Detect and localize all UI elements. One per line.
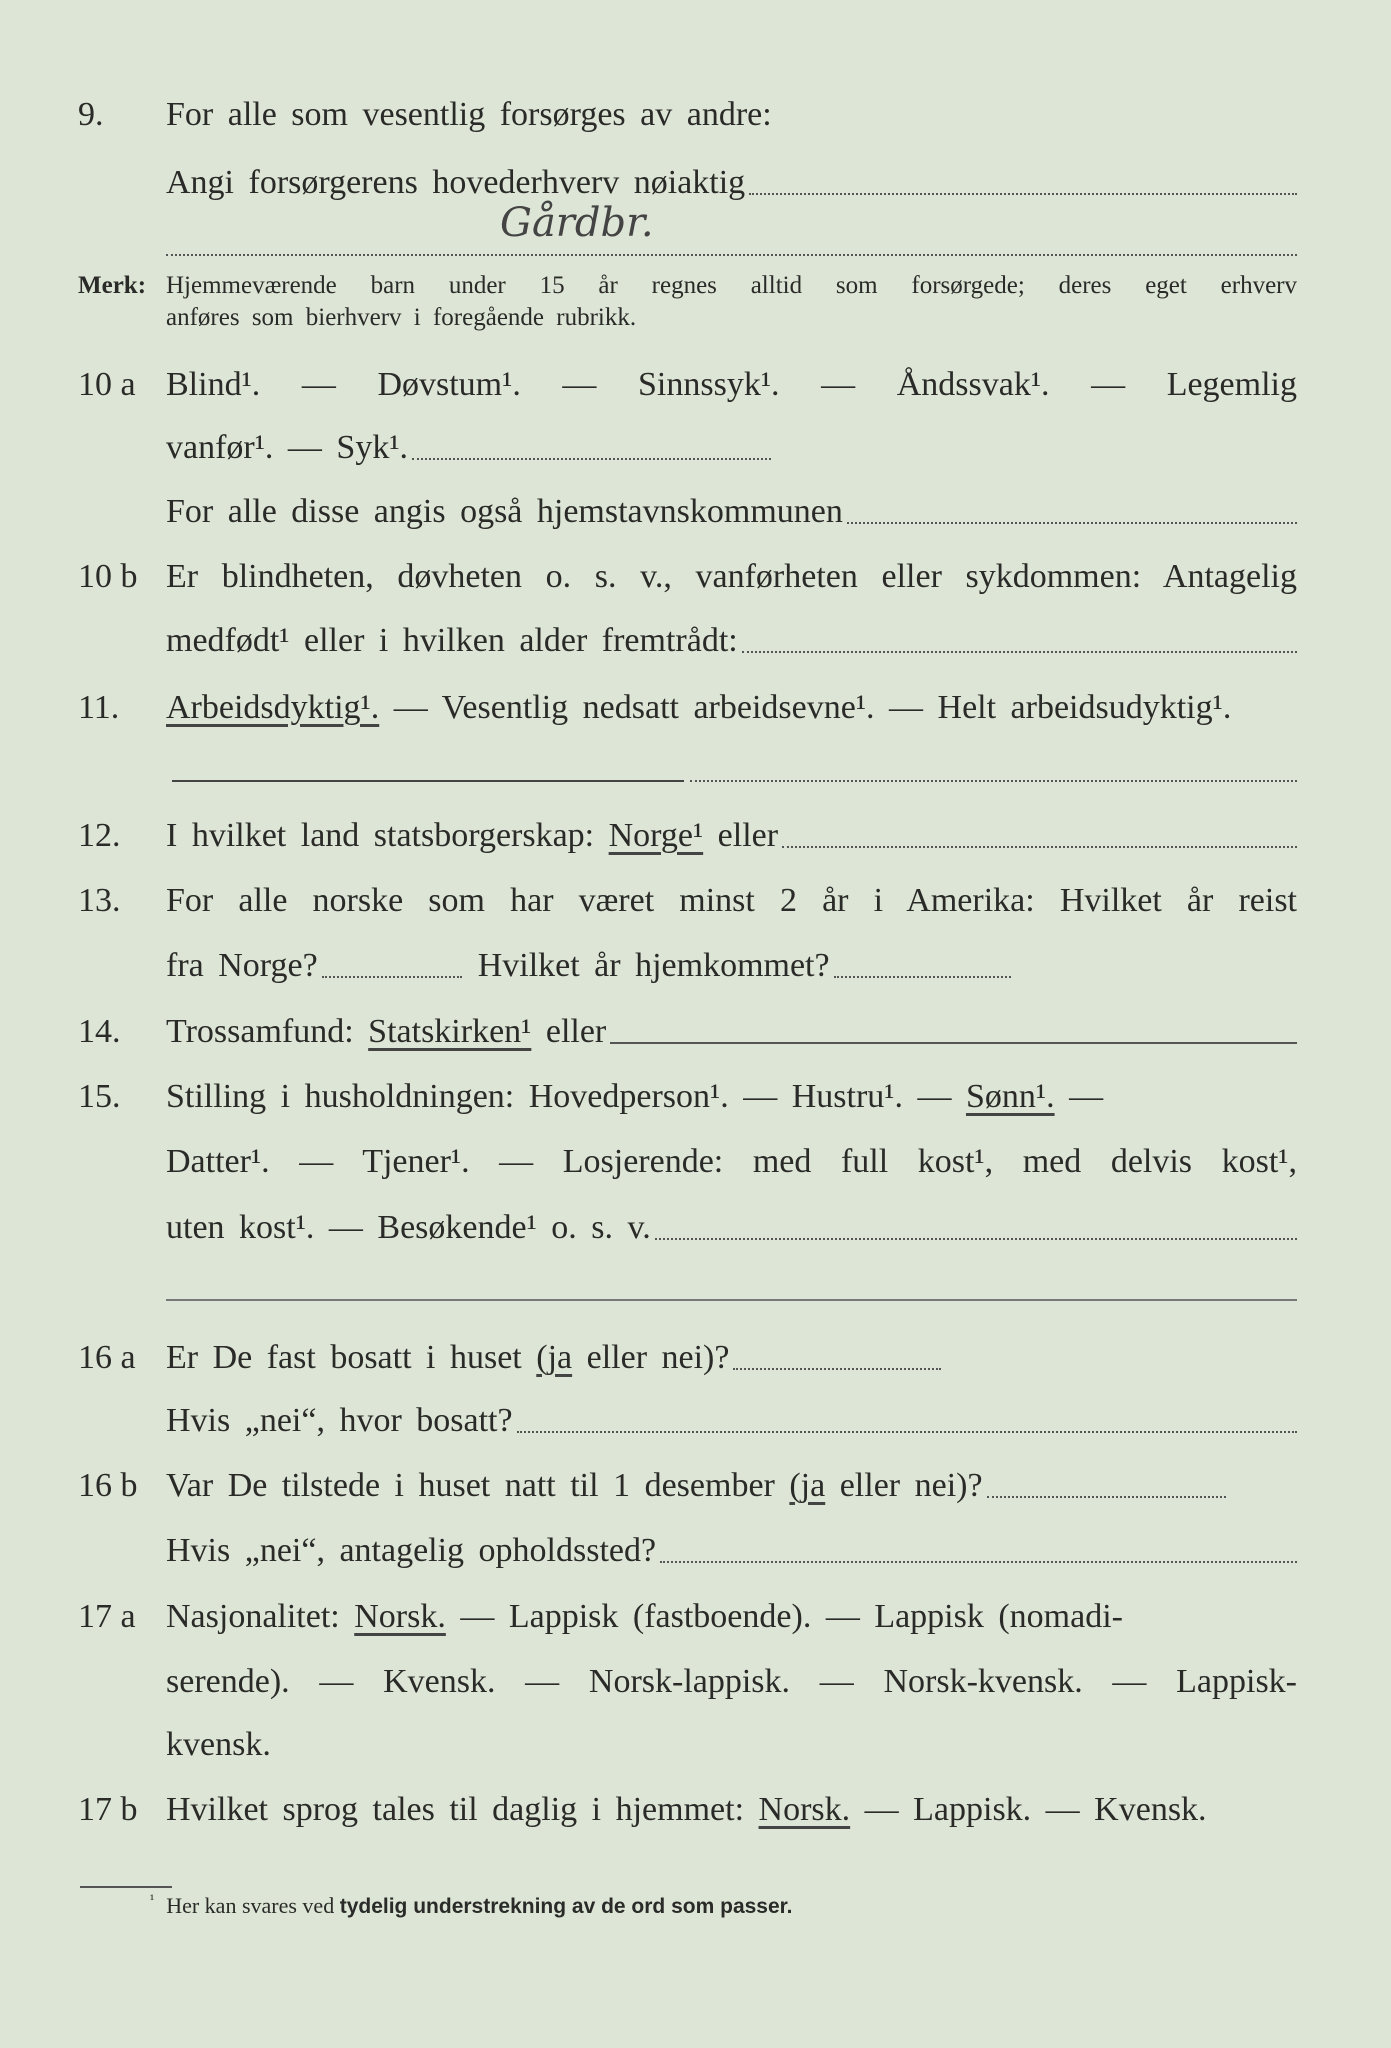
q16b-line1 [78,1464,1226,1508]
q15-line1 [78,1075,1297,1119]
q17a-line1 [78,1595,1297,1639]
q10a-line3 [78,490,1297,534]
q15-number: 15. [78,1078,121,1115]
q12-selected-option[interactable]: Norge¹ [608,817,704,854]
q16b-number: 16 b [78,1467,138,1504]
q16b-line2 [78,1529,1297,1573]
q15-line2 [78,1140,1297,1184]
q15-field[interactable] [655,1238,1297,1240]
q17a-line2 [78,1660,1297,1704]
q10a-options: Blind¹. — Døvstum¹. — Sinnssyk¹. — Åndssvak¹. — Legemlig [166,366,1297,403]
q16b-where-label: Hvis „nei“, antagelig opholdssted? [166,1532,657,1569]
merk-text-2: anføres som bierhverv i foregående rubrikk. [166,304,637,331]
q13-line1 [78,879,1297,923]
q10b-line2 [78,619,1297,663]
q13-text: For alle norske som har været minst 2 år i Amerika: Hvilket år reist [166,882,1297,919]
q14-field[interactable] [610,1042,1297,1044]
q11-answer-line-2[interactable] [690,780,1297,782]
q15-line3 [78,1206,1297,1250]
q16a-line2 [78,1399,1297,1443]
q12-line [78,814,1297,858]
q9-answer-field[interactable] [749,193,1297,195]
q16b-where-field[interactable] [660,1561,1297,1563]
q17b-line [78,1788,1297,1832]
q9-number: 9. [78,96,104,133]
q13-line2 [78,944,1011,988]
q9-label: Angi forsørgerens hovederhverv nøiaktig [166,164,746,201]
footnote-mark: ¹ [150,1893,155,1908]
q11-options: — Vesentlig nedsatt arbeidsevne¹. — Helt arbeidsudyktig¹. [379,689,1232,726]
q16a-where-label: Hvis „nei“, hvor bosatt? [166,1402,513,1439]
q10a-hometown-field[interactable] [847,522,1297,524]
q11-selected-option[interactable]: Arbeidsdyktig¹. [166,689,380,726]
q17b-label: Hvilket sprog tales til daglig i hjemmet: [166,1791,759,1828]
q14-or: eller [531,1013,607,1050]
q17b-selected-option[interactable]: Norsk. [758,1791,851,1828]
q9-text: For alle som vesentlig forsørges av andre: [166,96,772,133]
q9-line1 [78,93,1297,137]
q15-options-2: Datter¹. — Tjener¹. — Losjerende: med full kost¹, med delvis kost¹, [166,1143,1297,1180]
q16a-label: Er De fast bosatt i huset [166,1339,537,1376]
q10a-number: 10 a [78,366,136,403]
q17b-options: — Lappisk. — Kvensk. [850,1791,1207,1828]
footnote [150,1893,793,1919]
q17a-options: — Lappisk (fastboende). — Lappisk (nomadi- [445,1598,1123,1635]
q9-answer-line[interactable] [166,254,1297,256]
q12-field[interactable] [782,846,1297,848]
q10a-field[interactable] [412,458,771,460]
q15-answer-line[interactable] [166,1299,1297,1301]
q9-handwritten-answer: Gårdbr. [500,200,654,246]
q16a-or: eller nei)? [572,1339,730,1376]
q14-selected-option[interactable]: Statskirken¹ [368,1013,532,1050]
merk-label: Merk: [78,272,147,299]
q11-line [78,686,1297,730]
q13-left-field[interactable] [322,976,462,978]
q13-returned-field[interactable] [834,976,1011,978]
q17a-number: 17 a [78,1598,136,1635]
q10b-text-2: medfødt¹ eller i hvilken alder fremtrådt: [166,622,738,659]
q17a-options-3: kvensk. [166,1726,271,1763]
q14-label: Trossamfund: [166,1013,369,1050]
q15-dash: — [1054,1078,1104,1115]
footnote-text: Her kan svares ved [166,1893,340,1918]
q17a-label: Nasjonalitet: [166,1598,355,1635]
q17b-number: 17 b [78,1791,138,1828]
q16a-where-field[interactable] [517,1431,1297,1433]
q10a-line2 [78,426,771,470]
q13-number: 13. [78,882,121,919]
q14-number: 14. [78,1013,121,1050]
footnote-bold-text: tydelig understrekning av de ord som passer. [339,1895,793,1918]
q16b-field[interactable] [987,1496,1226,1498]
merk-note-line2 [78,302,1297,334]
q15-selected-option[interactable]: Sønn¹. [965,1078,1055,1115]
q16a-line1 [78,1336,941,1380]
q11-answer-line[interactable] [172,780,684,782]
q13-left-label: fra Norge? [166,947,318,984]
q16a-field[interactable] [733,1368,941,1370]
q15-options-3: uten kost¹. — Besøkende¹ o. s. v. [166,1209,651,1246]
q10b-number: 10 b [78,558,138,595]
merk-note-line1 [78,270,1297,302]
q16a-selected-option[interactable]: (ja [536,1339,573,1376]
merk-text: Hjemmeværende barn under 15 år regnes alltid som forsørgede; deres eget erhverv [166,272,1297,299]
q10a-hometown-label: For alle disse angis også hjemstavnskommunen [166,493,843,530]
q17a-selected-option[interactable]: Norsk. [354,1598,446,1635]
q9-line2 [78,161,1297,205]
q16a-number: 16 a [78,1339,136,1376]
q10a-line1 [78,363,1297,407]
q17a-line3 [78,1723,1297,1767]
q16b-label: Var De tilstede i huset natt til 1 desember [166,1467,790,1504]
q10b-field[interactable] [742,651,1297,653]
q12-number: 12. [78,817,121,854]
q16b-selected-option[interactable]: (ja [789,1467,826,1504]
q11-number: 11. [78,689,120,726]
q16b-or: eller nei)? [825,1467,983,1504]
q10b-line1 [78,555,1297,599]
q17a-options-2: serende). — Kvensk. — Norsk-lappisk. — Norsk-kvensk. — Lappisk- [166,1663,1297,1700]
q12-or: eller [703,817,779,854]
q15-options: Stilling i husholdningen: Hovedperson¹. — Hustru¹. — [166,1078,966,1115]
q14-line [78,1010,1297,1054]
footnote-divider [80,1886,172,1888]
q10a-options-2: vanfør¹. — Syk¹. [166,429,409,466]
q10b-text: Er blindheten, døvheten o. s. v., vanførheten eller sykdommen: Antagelig [166,558,1297,595]
q13-returned-label: Hvilket år hjemkommet? [477,947,830,984]
q12-label: I hvilket land statsborgerskap: [166,817,609,854]
